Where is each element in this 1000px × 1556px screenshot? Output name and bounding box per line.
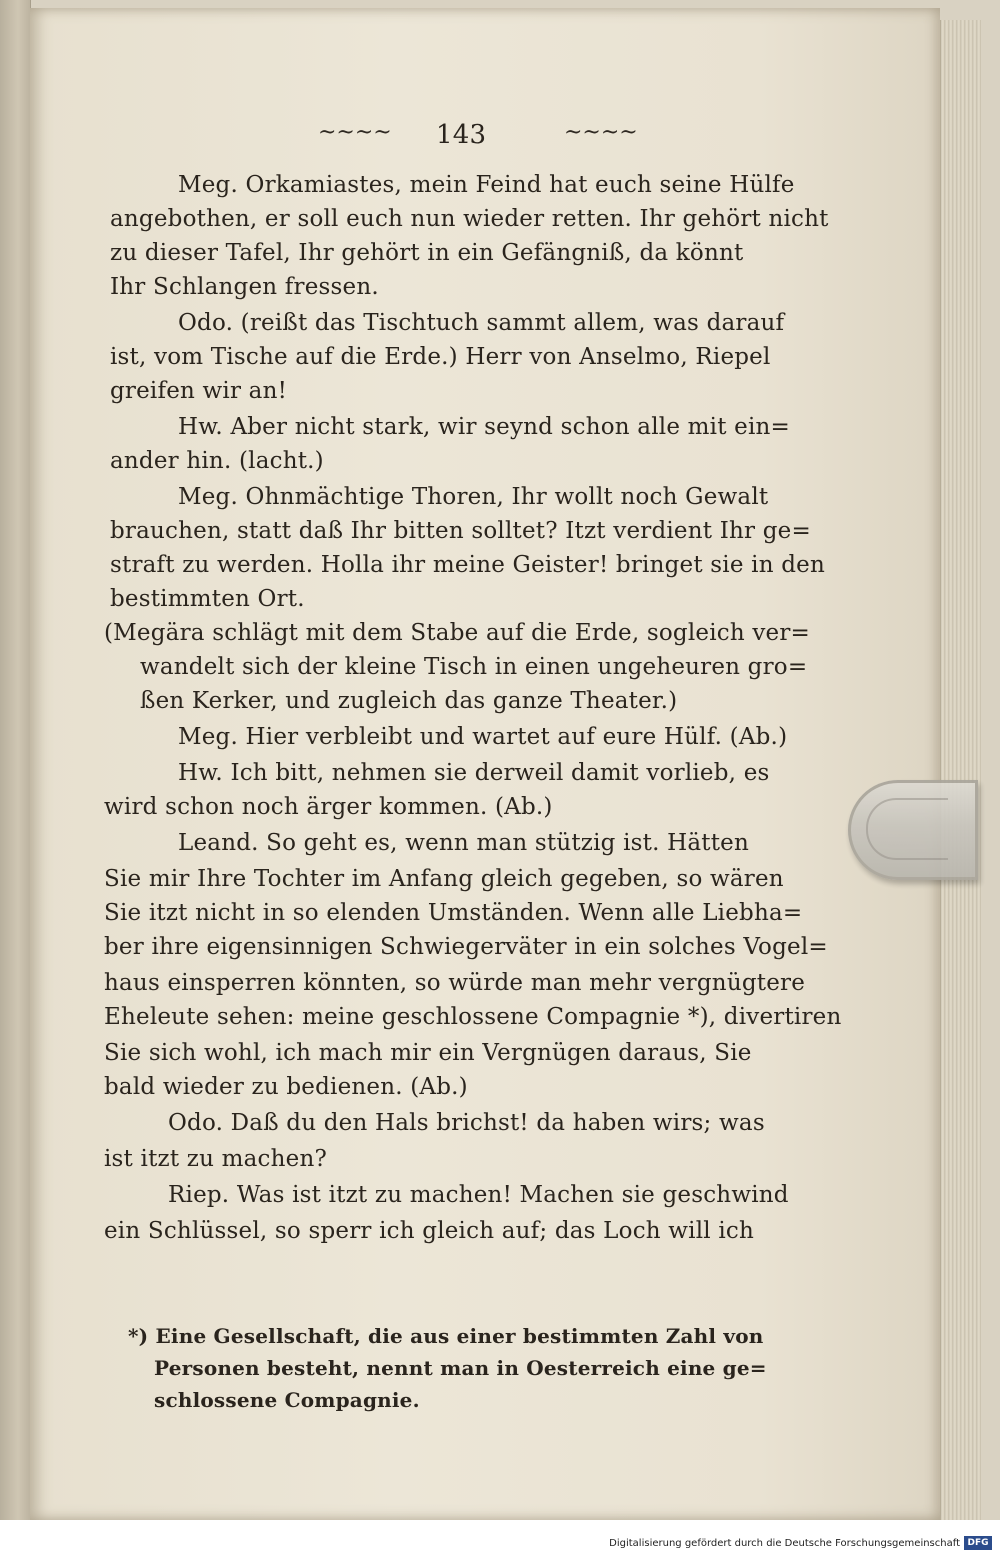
text-line: wird schon noch ärger kommen. (Ab.) [104, 794, 553, 820]
header-ornament-left: ~~~~ [318, 120, 392, 145]
text-line: Odo. Daß du den Hals brichst! da haben wirs; was [168, 1110, 765, 1136]
text-line: Hw. Ich bitt, nehmen sie derweil damit vorlieb, es [178, 760, 770, 786]
text-line: Sie mir Ihre Tochter im Anfang gleich gegeben, so wären [104, 866, 784, 892]
text-line: angebothen, er soll euch nun wieder retten. Ihr gehört nicht [110, 206, 829, 232]
digitization-credit: Digitalisierung gefördert durch die Deutsche Forschungsgemeinschaft [609, 1538, 960, 1549]
text-line: ander hin. (lacht.) [110, 448, 324, 474]
metal-page-clip [848, 780, 978, 880]
text-line: Meg. Ohnmächtige Thoren, Ihr wollt noch Gewalt [178, 484, 769, 510]
page-header [0, 118, 1000, 158]
text-line: brauchen, statt daß Ihr bitten solltet? Itzt verdient Ihr ge= [110, 518, 811, 544]
text-line: Sie itzt nicht in so elenden Umständen. Wenn alle Liebha= [104, 900, 803, 926]
text-line: straft zu werden. Holla ihr meine Geister! bringet sie in den [110, 552, 825, 578]
text-line: Eheleute sehen: meine geschlossene Compagnie *), divertiren [104, 1004, 842, 1030]
footnote-line: Personen besteht, nennt man in Oesterreich eine ge= [154, 1356, 767, 1380]
stage-direction-line: (Megära schlägt mit dem Stabe auf die Erde, sogleich ver= [104, 620, 811, 646]
text-line: ber ihre eigensinnigen Schwiegerväter in ein solches Vogel= [104, 934, 828, 960]
text-line: Meg. Orkamiastes, mein Feind hat euch seine Hülfe [178, 172, 795, 198]
stage-direction-line: ßen Kerker, und zugleich das ganze Theater.) [140, 688, 678, 714]
text-line: bald wieder zu bedienen. (Ab.) [104, 1074, 468, 1100]
text-line: ein Schlüssel, so sperr ich gleich auf; das Loch will ich [104, 1218, 755, 1244]
text-line: haus einsperren könnten, so würde man mehr vergnügtere [104, 970, 806, 996]
page-number: 143 [436, 120, 487, 150]
text-line: Sie sich wohl, ich mach mir ein Vergnügen daraus, Sie [104, 1040, 752, 1066]
facing-page-edge [0, 0, 31, 1520]
text-line: ist, vom Tische auf die Erde.) Herr von Anselmo, Riepel [110, 344, 771, 370]
header-ornament-right: ~~~~ [564, 120, 638, 145]
text-line: Meg. Hier verbleibt und wartet auf eure Hülf. (Ab.) [178, 724, 788, 750]
text-line: zu dieser Tafel, Ihr gehört in ein Gefängniß, da könnt [110, 240, 744, 266]
text-line: bestimmten Ort. [110, 586, 305, 612]
text-line: Riep. Was ist itzt zu machen! Machen sie geschwind [168, 1182, 789, 1208]
text-line: ist itzt zu machen? [104, 1146, 327, 1172]
text-line: greifen wir an! [110, 378, 288, 404]
footnote-line: *) Eine Gesellschaft, die aus einer bestimmten Zahl von [128, 1324, 764, 1348]
dfg-logo: DFG [964, 1536, 992, 1550]
stage-direction-line: wandelt sich der kleine Tisch in einen ungeheuren gro= [140, 654, 808, 680]
text-line: Odo. (reißt das Tischtuch sammt allem, was darauf [178, 310, 785, 336]
text-line: Hw. Aber nicht stark, wir seynd schon alle mit ein= [178, 414, 791, 440]
text-line: Leand. So geht es, wenn man stützig ist. Hätten [178, 830, 750, 856]
page-block-edges [940, 20, 981, 1520]
text-line: Ihr Schlangen fressen. [110, 274, 379, 300]
footnote-line: schlossene Compagnie. [154, 1388, 420, 1412]
